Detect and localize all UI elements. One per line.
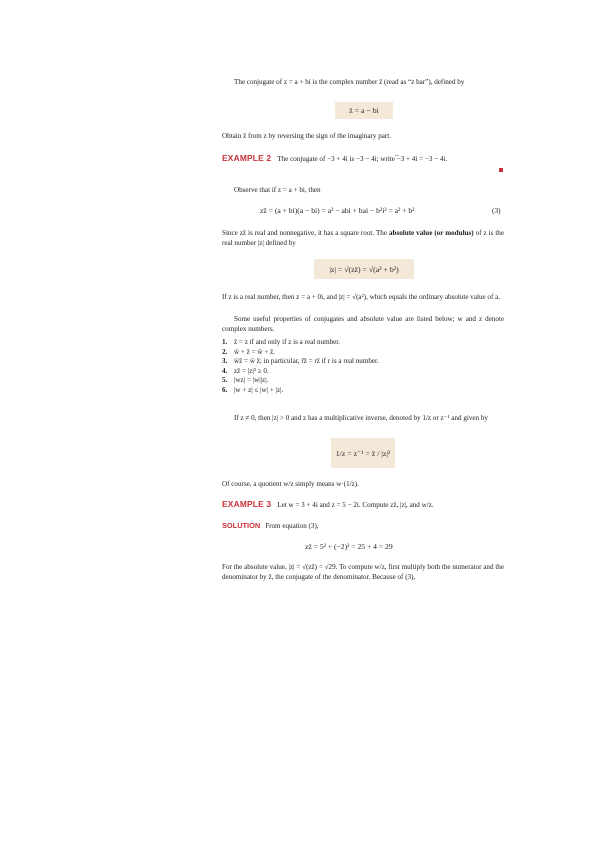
list-item	[222, 386, 504, 396]
item-number: 4.	[222, 366, 228, 375]
list-item	[222, 338, 504, 348]
list-item	[222, 367, 504, 377]
item-number: 5.	[222, 376, 228, 385]
conjugate-intro: The conjugate of z = a + bi is the complex number z̄ (read as “z bar”), defined by	[234, 78, 465, 86]
example-3-text: Let w = 3 + 4i and z = 5 − 2i. Compute zz̄, |z|, and w/z.	[277, 501, 434, 509]
real-case-text: If z is a real number, then z = a + 0i, and |z| = √(a²), which equals the ordinary absolute value of a.	[222, 293, 501, 301]
example-3-label: EXAMPLE 3	[222, 499, 272, 509]
solution	[222, 521, 504, 532]
absolute-text: For the absolute value, |z| = √(zz̄) = √29. To compute w/z, first multiply both the numerator and the denominator by z̄, the conjugate of the denominator. Because of (3),	[222, 563, 504, 581]
equation-3: zz̄ = (a + bi)(a − bi) = a² − abi + bai − b²i² = a² + b²	[260, 206, 415, 215]
properties-list	[222, 338, 504, 396]
example-3	[222, 500, 512, 511]
item-text: w̄z̄ = w̄ z̄; in particular, r̄z̄ = rz̄ if r is a real number.	[234, 357, 379, 366]
absolute-value-term: absolute value (or modulus)	[388, 229, 474, 237]
item-text: |w + z| ≤ |w| + |z|.	[234, 385, 284, 394]
example-2-text: The conjugate of −3 + 4i is −3 − 4i; write ̅−3 + 4i = −3 − 4i.	[277, 155, 448, 163]
item-number: 6.	[222, 385, 228, 394]
item-text: |wz| = |w||z|.	[234, 376, 269, 385]
item-text: w̄ + z̄ = w̄ + z̄.	[234, 347, 275, 356]
item-number: 2.	[222, 347, 228, 356]
item-text: z̄ = z if and only if z is a real number.	[234, 338, 341, 346]
since-text	[222, 229, 504, 248]
solution-equation: zz̄ = 5² + (−2)² = 25 + 4 = 29	[305, 542, 393, 551]
since-text-prefix: Since zz̄ is real and nonnegative, it has a square root. The	[222, 229, 387, 237]
example-2-label: EXAMPLE 2	[222, 153, 272, 163]
list-item	[222, 348, 504, 358]
inverse-text: If z ≠ 0, then |z| > 0 and z has a multiplicative inverse, denoted by 1/z or z⁻¹ and given by	[234, 414, 488, 422]
conjugate-definition: z̄ = a − bi	[349, 106, 379, 115]
since-text-suffix: of z is the real number |z| defined by	[222, 229, 504, 247]
item-number: 3.	[222, 357, 228, 366]
solution-text: From equation (3),	[265, 522, 319, 530]
obtain-text: Obtain z̄ from z by reversing the sign of the imaginary part.	[222, 132, 392, 140]
inverse-formula: 1/z = z⁻¹ = z̄ / |z|²	[335, 448, 391, 458]
inverse-formula-box	[331, 438, 395, 468]
quotient-text: Of course, a quotient w/z simply means w·(1/z).	[222, 480, 359, 488]
observe-text: Observe that if z = a + bi, then	[234, 186, 321, 194]
solution-label: SOLUTION	[222, 521, 261, 530]
end-of-example-mark	[499, 168, 503, 172]
list-item	[222, 357, 504, 367]
item-number: 1.	[222, 338, 228, 346]
absolute-value-definition: |z| = √(zz̄) = √(a² + b²)	[329, 264, 399, 274]
example-2	[222, 154, 512, 165]
list-item	[222, 376, 504, 386]
conjugate-definition-box	[335, 102, 393, 119]
equation-3-number: (3)	[492, 206, 501, 215]
item-text: zz̄ = |z|² ≥ 0.	[234, 366, 269, 375]
properties-intro: Some useful properties of conjugates and absolute value are listed below; w and z denote complex numbers.	[222, 315, 504, 333]
absolute-value-box	[314, 259, 414, 279]
